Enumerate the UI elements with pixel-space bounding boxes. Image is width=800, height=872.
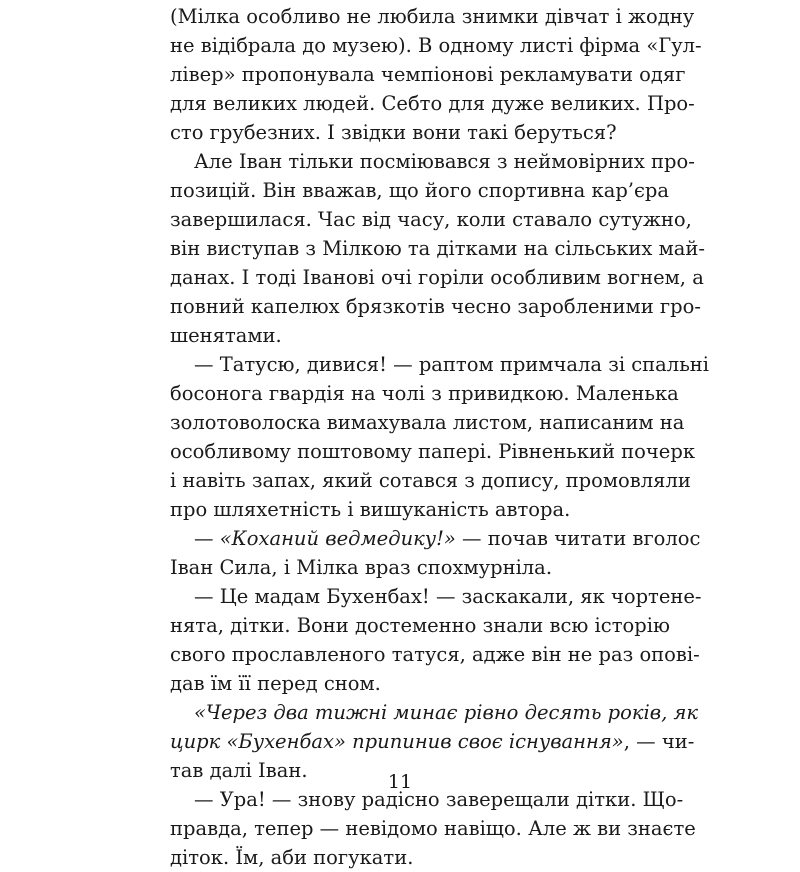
text-line: [170, 408, 685, 437]
text-segment: правда, тепер — невідомо навіщо. Але ж ви знаєте: [170, 817, 696, 840]
italic-text: «Через два тижні минає рівно десять років, як: [194, 701, 699, 724]
text-line: [170, 2, 695, 31]
text-segment: тав далі Іван.: [170, 759, 308, 782]
text-segment: (Мілка особливо не любила знимки дівчат і жодну: [170, 5, 695, 28]
text-line: [170, 611, 670, 640]
text-segment: —: [194, 527, 220, 550]
text-line: [170, 60, 686, 89]
text-line: [170, 147, 695, 176]
text-line: [170, 437, 696, 466]
text-segment: Але Іван тільки посміювався з неймовірних про-: [194, 150, 695, 173]
text-line: [170, 553, 620, 582]
text-segment: босонога гвардія на чолі з привидкою. Маленька: [170, 382, 679, 405]
text-line: [170, 466, 691, 495]
text-line: [170, 263, 704, 292]
text-segment: нята, дітки. Вони достеменно знали всю історію: [170, 614, 670, 637]
text-segment: для великих людей. Себто для дуже великих. Про-: [170, 92, 695, 115]
text-line: [170, 814, 696, 843]
text-segment: лівер» пропонувала чемпіонові рекламувати одяг: [170, 63, 686, 86]
text-segment: — Ура! — знову радісно заверещали дітки. Що-: [194, 788, 684, 811]
paragraph: [170, 582, 702, 698]
text-segment: золотоволоска вимахувала листом, написаним на: [170, 411, 685, 434]
page-number: 11: [387, 771, 413, 793]
text-line: [170, 321, 620, 350]
paragraph: [170, 785, 696, 872]
text-segment: Іван Сила, і Мілка враз спохмурніла.: [170, 556, 553, 579]
paragraph: [170, 2, 702, 147]
text-segment: особливому поштовому папері. Рівненький почерк: [170, 440, 696, 463]
text-line: [170, 89, 695, 118]
text-segment: завершилася. Час від часу, коли ставало сутужно,: [170, 208, 692, 231]
text-segment: — Це мадам Бухенбах! — заскакали, як чортене-: [194, 585, 702, 608]
text-line: [170, 379, 679, 408]
text-line: [170, 292, 701, 321]
text-line: [170, 640, 700, 669]
text-line: [170, 234, 705, 263]
text-segment: позицій. Він вважав, що його спортивна кар’єра: [170, 179, 670, 202]
text-segment: данах. І тоді Іванові очі горіли особливим вогнем, а: [170, 266, 704, 289]
text-segment: — почав читати вголос: [455, 527, 701, 550]
text-line: [170, 582, 702, 611]
text-line: [170, 350, 710, 379]
italic-text: «Коханий ведмедику!»: [219, 527, 456, 550]
text-line: [170, 176, 670, 205]
text-segment: свого прославленого татуся, адже він не раз опові-: [170, 643, 700, 666]
text-line: [170, 118, 620, 147]
text-segment: — Татусю, дивися! — раптом примчала зі спальні: [194, 353, 710, 376]
text-segment: діток. Їм, аби погукати.: [170, 846, 414, 869]
text-segment: сто грубезних. І звідки вони такі беруться?: [170, 121, 617, 144]
text-line: [170, 843, 620, 872]
text-line: [170, 727, 695, 756]
paragraph: [170, 350, 710, 524]
text-segment: і навіть запах, який сотався з допису, промовляли: [170, 469, 691, 492]
text-line: [170, 205, 692, 234]
text-line: [170, 524, 701, 553]
paragraph: [170, 524, 701, 582]
text-segment: дав їм її перед сном.: [170, 672, 381, 695]
text-segment: про шляхетність і вишуканість автора.: [170, 498, 571, 521]
text-segment: повний капелюх брязкотів чесно заробленими гро-: [170, 295, 701, 318]
text-line: [170, 495, 620, 524]
italic-text: цирк «Бухенбах» припинив своє існування»: [170, 730, 624, 753]
text-segment: не відібрала до музею). В одному листі фірма «Гул-: [170, 34, 702, 57]
text-segment: шенятами.: [170, 324, 282, 347]
text-line: [170, 31, 702, 60]
text-line: [170, 669, 620, 698]
text-segment: , — чи-: [623, 730, 695, 753]
paragraph: [170, 147, 705, 350]
text-segment: він виступав з Мілкою та дітками на сільських май-: [170, 237, 705, 260]
text-line: [170, 698, 699, 727]
body-text: [170, 2, 710, 872]
